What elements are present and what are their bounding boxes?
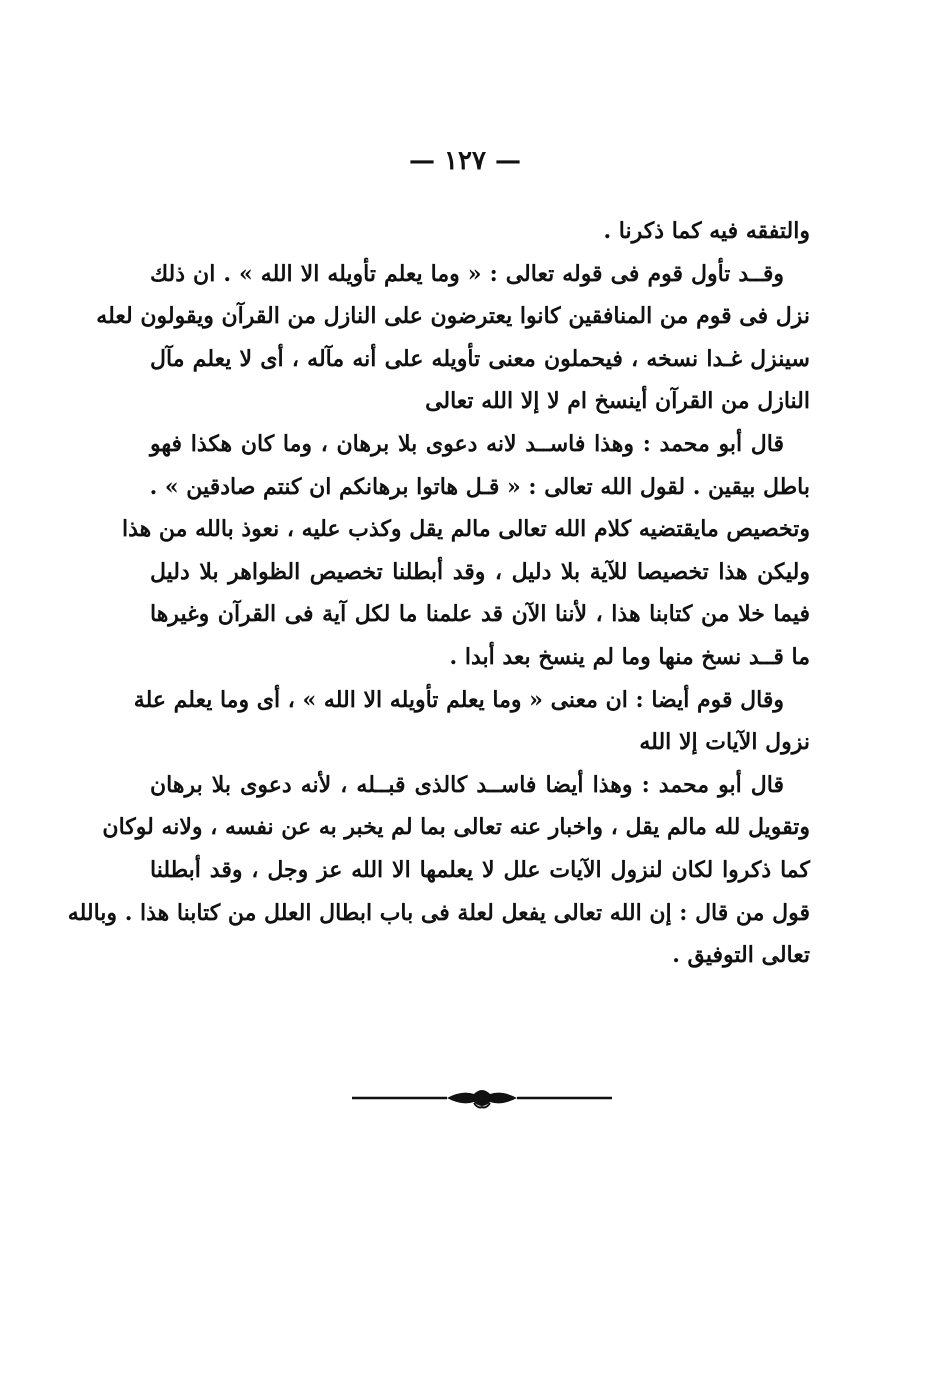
page-number: — ١٢٧ — (408, 146, 522, 176)
text-line: نزل فى قوم من المنافقين كانوا يعترضون على النازل من القرآن ويقولون لعله (96, 303, 810, 330)
end-ornament-icon (352, 1084, 612, 1112)
text-line: قول من قال : إن الله تعالى يفعل لعلة فى باب ابطال العلل من كتابنا هذا . وبالله (67, 899, 810, 926)
text-line: باطل بيقين . لقول الله تعالى : « قـل هاتوا برهانكم ان كنتم صادقين » . (149, 473, 810, 500)
text-line: نزول الآيات إلا الله (639, 729, 810, 756)
text-line: وتخصيص مايقتضيه كلام الله تعالى مالم يقل وكذب عليه ، نعوذ بالله من هذا (121, 516, 810, 543)
text-line: كما ذكروا لكان لنزول الآيات علل لا يعلمها الا الله عز وجل ، وقد أبطلنا (150, 856, 810, 883)
text-line: والتفقه فيه كما ذكرنا . (603, 218, 810, 244)
text-line: فيما خلا من كتابنا هذا ، لأننا الآن قد علمنا ما لكل آية فى القرآن وغيرها (150, 601, 810, 628)
text-line: النازل من القرآن أينسخ ام لا إلا الله تعالى (425, 388, 810, 415)
text-line: وقــد تأول قوم فى قوله تعالى : « وما يعلم تأويله الا الله » . ان ذلك (150, 260, 784, 287)
text-line: قال أبو محمد : وهذا فاســد لانه دعوى بلا برهان ، وما كان هكذا فهو (150, 430, 784, 457)
text-line: ما قــد نسخ منها وما لم ينسخ بعد أبدا . (449, 643, 810, 670)
text-line: وتقويل لله مالم يقل ، واخبار عنه تعالى بما لم يخبر به عن نفسه ، ولانه لوكان (102, 814, 810, 841)
text-line: وقال قوم أيضا : ان معنى « وما يعلم تأويله الا الله » ، أى وما يعلم علة (133, 686, 784, 713)
text-line: قال أبو محمد : وهذا أيضا فاســد كالذى قبــله ، لأنه دعوى بلا برهان (150, 771, 784, 798)
page-body (67, 210, 810, 977)
text-line: وليكن هذا تخصيصا للآية بلا دليل ، وقد أبطلنا تخصيص الظواهر بلا دليل (150, 558, 810, 585)
text-line: سينزل غـدا نسخه ، فيحملون معنى تأويله على أنه مآله ، أى لا يعلم مآل (150, 345, 810, 372)
text-line: تعالى التوفيق . (672, 942, 810, 969)
